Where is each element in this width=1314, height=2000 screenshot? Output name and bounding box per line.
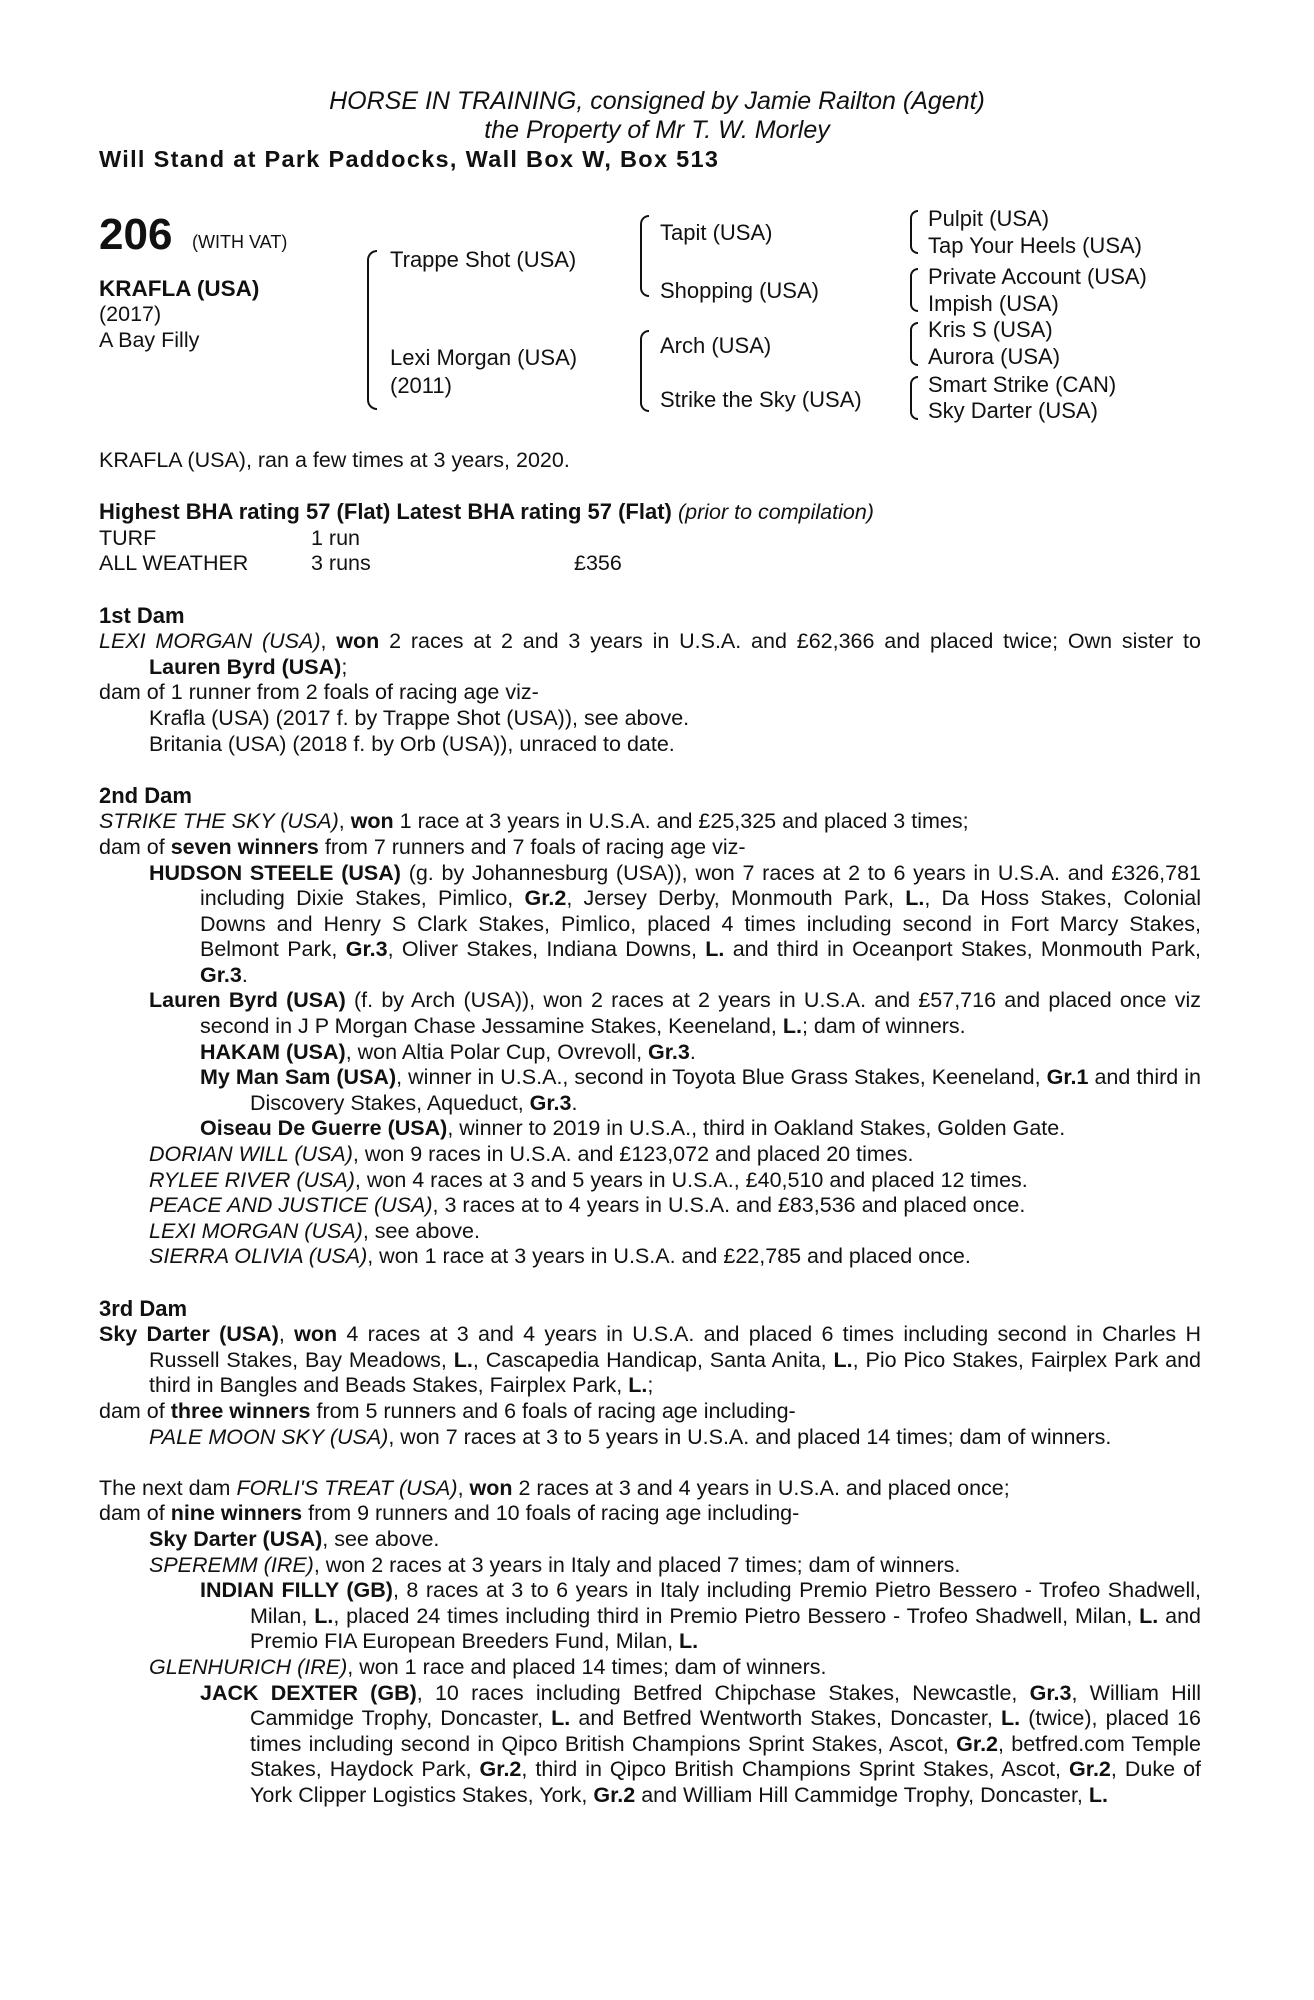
- pedigree-sire: Trappe Shot (USA): [390, 247, 577, 272]
- text: , 10 races including Betfred Chipchase Stakes, Newcastle,: [416, 1680, 1030, 1705]
- text: .: [241, 962, 248, 987]
- text: , won 4 races at 3 and 5 years in U.S.A., £40,510 and placed 12 times.: [354, 1167, 1028, 1192]
- pedigree-gen3: Pulpit (USA): [928, 206, 1050, 231]
- bold-text: L.: [628, 1373, 648, 1398]
- text: from 9 runners and 10 foals of racing age including-: [302, 1501, 800, 1526]
- bold-text: won: [350, 809, 394, 834]
- bold-text: three winners: [170, 1398, 311, 1423]
- pedigree-paragraph: [149, 1168, 1201, 1194]
- pedigree-gen2: Arch (USA): [660, 333, 772, 358]
- bold-text: Gr.2: [593, 1782, 636, 1807]
- race-record-cell: 1 run: [311, 525, 361, 550]
- italic-text: GLENHURICH (IRE): [149, 1654, 348, 1679]
- text: and Premio FIA European Breeders Fund, Milan,: [250, 1603, 1202, 1654]
- property-heading: the Property of Mr T. W. Morley: [484, 116, 830, 144]
- text: 2 races at 3 and 4 years in U.S.A. and placed once;: [512, 1475, 1010, 1500]
- pedigree-gen3: Private Account (USA): [928, 264, 1147, 289]
- pedigree-paragraph: [149, 1219, 1201, 1245]
- race-record-cell: ALL WEATHER: [99, 551, 249, 576]
- race-record-cell: £356: [574, 551, 622, 576]
- text: , Da Hoss Stakes, Colonial Downs and Henry S Clark Stakes, Pimlico, placed 4 times including second in Fort Marcy Stakes, Belmont Park,: [200, 886, 1202, 962]
- text: from 7 runners and 7 foals of racing age viz-: [318, 834, 746, 859]
- bold-text: won: [294, 1322, 338, 1347]
- pedigree-paragraph: [149, 1655, 1201, 1681]
- pedigree-gen2: Tapit (USA): [660, 220, 773, 245]
- pedigree-brace: [910, 210, 918, 254]
- italic-text: STRIKE THE SKY (USA): [99, 809, 339, 834]
- text: , winner to 2019 in U.S.A., third in Oakland Stakes, Golden Gate.: [447, 1116, 1066, 1141]
- pedigree-paragraph: [149, 706, 1201, 732]
- pedigree-paragraph: [99, 680, 1201, 706]
- bold-text: L.: [453, 1347, 473, 1372]
- location-heading: Will Stand at Park Paddocks, Wall Box W, Box 513: [99, 146, 720, 172]
- race-record-cell: 3 runs: [311, 551, 371, 576]
- spacer: [99, 577, 1201, 603]
- text: , see above.: [362, 1218, 480, 1243]
- text: ,: [320, 629, 337, 654]
- bold-text: won: [336, 629, 380, 654]
- italic-text: DORIAN WILL (USA): [149, 1142, 353, 1167]
- pedigree-gen2: Shopping (USA): [660, 278, 819, 303]
- bold-text: Oiseau De Guerre (USA): [200, 1116, 448, 1141]
- text: ;: [341, 654, 348, 679]
- text: from 5 runners and 6 foals of racing age including-: [310, 1398, 796, 1423]
- bold-text: Gr.3: [200, 962, 242, 987]
- spacer: [99, 1450, 1201, 1476]
- pedigree-gen3: Smart Strike (CAN): [928, 372, 1117, 397]
- section-heading: 2nd Dam: [99, 782, 192, 808]
- pedigree-gen3: Sky Darter (USA): [928, 398, 1098, 423]
- bold-text: Gr.3: [345, 937, 388, 962]
- text: ,: [457, 1475, 470, 1500]
- bold-text: My Man Sam (USA): [200, 1065, 397, 1090]
- bold-text: L.: [782, 1014, 802, 1039]
- text: , winner in U.S.A., second in Toyota Blue Grass Stakes, Keeneland,: [396, 1065, 1047, 1090]
- pedigree-paragraph: [99, 835, 1201, 861]
- text: , see above.: [322, 1526, 440, 1551]
- pedigree-paragraph: [149, 988, 1201, 1039]
- pedigree-brace: [910, 322, 918, 366]
- bold-text: L.: [551, 1706, 571, 1731]
- text: , Jersey Derby, Monmouth Park,: [566, 886, 906, 911]
- bold-text: Sky Darter (USA): [99, 1322, 279, 1347]
- pedigree-paragraph: [149, 1142, 1201, 1168]
- bold-text: Gr.2: [956, 1731, 999, 1756]
- pedigree-paragraph: [99, 1322, 1201, 1399]
- text: .: [689, 1039, 696, 1064]
- horse-year: (2017): [99, 302, 162, 326]
- horse-name: KRAFLA (USA): [99, 276, 260, 301]
- text: , William Hill Cammidge Trophy, Doncaster,: [250, 1680, 1202, 1731]
- text: Krafla (USA) (2017 f. by Trappe Shot (USA)), see above.: [149, 705, 690, 730]
- italic-text: PEACE AND JUSTICE (USA): [149, 1193, 433, 1218]
- bold-text: L.: [679, 1629, 699, 1654]
- pedigree-gen3: Impish (USA): [928, 291, 1059, 316]
- text: (g. by Johannesburg (USA)), won 7 races at 2 to 6 years in U.S.A. and £326,781 including Dixie Stakes, Pimlico,: [200, 860, 1201, 911]
- pedigree-paragraph: [200, 1681, 1201, 1809]
- pedigree-brace: [640, 215, 649, 297]
- pedigree-gen3: Tap Your Heels (USA): [928, 233, 1142, 258]
- pedigree-paragraph: [149, 1193, 1201, 1219]
- text: 2 races at 2 and 3 years in U.S.A. and £62,366 and placed twice; Own sister to: [379, 629, 1201, 654]
- italic-text: SIERRA OLIVIA (USA): [149, 1244, 368, 1269]
- pedigree-gen3: Kris S (USA): [928, 317, 1053, 342]
- bold-text: L.: [705, 937, 725, 962]
- text: (f. by Arch (USA)), won 2 races at 2 years in U.S.A. and £57,716 and placed once viz second in J P Morgan Chase Jessamine Stakes, Keeneland,: [200, 988, 1201, 1039]
- text: ; dam of winners.: [801, 1014, 966, 1039]
- pedigree-brace: [367, 250, 377, 410]
- race-record-cell: [574, 526, 774, 552]
- race-record-row: [99, 526, 1201, 552]
- text: and William Hill Cammidge Trophy, Doncaster,: [635, 1782, 1089, 1807]
- catalogue-body: [99, 448, 1201, 1808]
- section-heading: 1st Dam: [99, 602, 185, 628]
- pedigree-paragraph: [149, 1425, 1201, 1451]
- text: The next dam: [99, 1475, 237, 1500]
- bold-text: L.: [1139, 1603, 1159, 1628]
- pedigree-paragraph: [149, 1553, 1201, 1579]
- text: , 8 races at 3 to 6 years in Italy including Premio Pietro Bessero - Trofeo Shadwell, Milan,: [250, 1578, 1201, 1628]
- text: 1 race at 3 years in U.S.A. and £25,325 and placed 3 times;: [393, 809, 969, 834]
- pedigree-paragraph: [99, 1476, 1201, 1502]
- text: , placed 24 times including third in Premio Pietro Bessero - Trofeo Shadwell, Milan,: [333, 1603, 1140, 1628]
- pedigree-paragraph: [200, 1116, 1201, 1142]
- bold-text: won: [469, 1475, 513, 1500]
- italic-text: (prior to compilation): [677, 500, 874, 525]
- text: ;: [647, 1373, 654, 1398]
- pedigree-gen2: Strike the Sky (USA): [660, 387, 862, 412]
- section-heading: 3rd Dam: [99, 1295, 188, 1321]
- vat-label: (WITH VAT): [192, 232, 288, 252]
- pedigree-paragraph: [99, 499, 1201, 526]
- italic-text: LEXI MORGAN (USA): [149, 1218, 363, 1243]
- italic-text: RYLEE RIVER (USA): [149, 1167, 355, 1192]
- pedigree-brace: [640, 330, 649, 412]
- italic-text: PALE MOON SKY (USA): [149, 1424, 389, 1449]
- lot-number: 206: [99, 210, 173, 259]
- text: ,: [278, 1322, 295, 1347]
- pedigree-paragraph: [99, 783, 1201, 810]
- bold-text: Gr.2: [524, 886, 567, 911]
- pedigree-paragraph: [200, 1578, 1201, 1655]
- race-record-cell: TURF: [99, 525, 157, 550]
- text: , Cascapedia Handicap, Santa Anita,: [472, 1347, 834, 1372]
- text: , Pio Pico Stakes, Fairplex Park and third in Bangles and Beads Stakes, Fairplex Park,: [149, 1347, 1201, 1398]
- bold-text: Gr.2: [1069, 1757, 1111, 1782]
- pedigree-paragraph: [99, 1296, 1201, 1323]
- text: ,: [338, 809, 351, 834]
- text: (twice), placed 16 times including second in Qipco British Champions Sprint Stakes, Ascot,: [250, 1706, 1201, 1756]
- text: KRAFLA (USA), ran a few times at 3 years, 2020.: [99, 448, 570, 472]
- pedigree-paragraph: [99, 1399, 1201, 1425]
- pedigree-paragraph: [99, 629, 1201, 680]
- text: dam of: [99, 834, 171, 859]
- section-heading: Highest BHA rating 57 (Flat) Latest BHA rating 57 (Flat): [99, 499, 678, 525]
- text: Britania (USA) (2018 f. by Orb (USA)), unraced to date.: [149, 731, 675, 756]
- race-record-row: [99, 551, 1201, 577]
- text: , won 7 races at 3 to 5 years in U.S.A. and placed 14 times; dam of winners.: [388, 1424, 1112, 1449]
- text: .: [571, 1090, 578, 1115]
- text: dam of: [99, 1398, 171, 1423]
- bold-text: Sky Darter (USA): [149, 1526, 323, 1551]
- bold-text: L.: [314, 1603, 334, 1628]
- pedigree-brace: [910, 376, 918, 420]
- pedigree-paragraph: [149, 861, 1201, 989]
- bold-text: Gr.3: [1029, 1680, 1072, 1705]
- italic-text: LEXI MORGAN (USA): [99, 629, 321, 654]
- consignor-heading: HORSE IN TRAINING, consigned by Jamie Railton (Agent): [329, 87, 985, 115]
- italic-text: FORLI'S TREAT (USA): [236, 1475, 458, 1500]
- pedigree-paragraph: [200, 1040, 1201, 1066]
- text: , won 1 race at 3 years in U.S.A. and £22,785 and placed once.: [367, 1244, 971, 1269]
- pedigree-paragraph: [99, 809, 1201, 835]
- text: 4 races at 3 and 4 years in U.S.A. and placed 6 times including second in Charles H Russell Stakes, Bay Meadows,: [149, 1322, 1201, 1372]
- text: dam of 1 runner from 2 foals of racing age viz-: [99, 680, 539, 705]
- pedigree-dam-year: (2011): [390, 373, 452, 398]
- spacer: [99, 757, 1201, 783]
- text: , betfred.com Temple Stakes, Haydock Park,: [250, 1731, 1201, 1782]
- text: , won Altia Polar Cup, Ovrevoll,: [345, 1039, 649, 1064]
- text: , won 9 races in U.S.A. and £123,072 and placed 20 times.: [352, 1142, 914, 1167]
- spacer: [99, 1270, 1201, 1296]
- pedigree-paragraph: [200, 1065, 1201, 1116]
- pedigree-brace: [910, 268, 918, 312]
- bold-text: HUDSON STEELE (USA): [149, 860, 401, 885]
- text: dam of: [99, 1501, 171, 1526]
- text: , Oliver Stakes, Indiana Downs,: [387, 937, 706, 962]
- pedigree-paragraph: [99, 448, 1201, 474]
- bold-text: Gr.2: [479, 1757, 522, 1782]
- text: and third in Discovery Stakes, Aqueduct,: [250, 1065, 1201, 1115]
- text: and third in Oceanport Stakes, Monmouth Park,: [724, 937, 1201, 962]
- race-record-table: [99, 526, 1201, 577]
- bold-text: L.: [1088, 1782, 1108, 1807]
- bold-text: seven winners: [170, 834, 319, 859]
- bold-text: L.: [1001, 1706, 1021, 1731]
- spacer: [99, 474, 1201, 500]
- text: , third in Qipco British Champions Sprint Stakes, Ascot,: [521, 1757, 1070, 1782]
- bold-text: nine winners: [170, 1501, 303, 1526]
- pedigree-paragraph: [149, 732, 1201, 758]
- bold-text: L.: [833, 1347, 853, 1372]
- bold-text: Gr.3: [648, 1039, 690, 1064]
- horse-description: A Bay Filly: [99, 328, 200, 352]
- pedigree-paragraph: [99, 1501, 1201, 1527]
- text: , won 1 race and placed 14 times; dam of winners.: [347, 1654, 827, 1679]
- bold-text: Gr.3: [529, 1090, 572, 1115]
- bold-text: Gr.1: [1046, 1065, 1089, 1090]
- text: and Betfred Wentworth Stakes, Doncaster,: [570, 1706, 1001, 1731]
- pedigree-dam: Lexi Morgan (USA): [390, 345, 578, 370]
- bold-text: Lauren Byrd (USA): [149, 654, 342, 679]
- text: , Duke of York Clipper Logistics Stakes, York,: [250, 1757, 1201, 1807]
- bold-text: HAKAM (USA): [200, 1039, 346, 1064]
- italic-text: SPEREMM (IRE): [149, 1552, 314, 1577]
- bold-text: JACK DEXTER (GB): [200, 1680, 417, 1705]
- pedigree-paragraph: [149, 1527, 1201, 1553]
- pedigree-paragraph: [99, 603, 1201, 630]
- bold-text: INDIAN FILLY (GB): [200, 1578, 393, 1603]
- bold-text: L.: [905, 886, 925, 911]
- pedigree-paragraph: [149, 1244, 1201, 1270]
- text: , 3 races at to 4 years in U.S.A. and £83,536 and placed once.: [432, 1193, 1026, 1218]
- bold-text: Lauren Byrd (USA): [149, 988, 346, 1013]
- pedigree-gen3: Aurora (USA): [928, 344, 1061, 369]
- text: , won 2 races at 3 years in Italy and placed 7 times; dam of winners.: [313, 1552, 961, 1577]
